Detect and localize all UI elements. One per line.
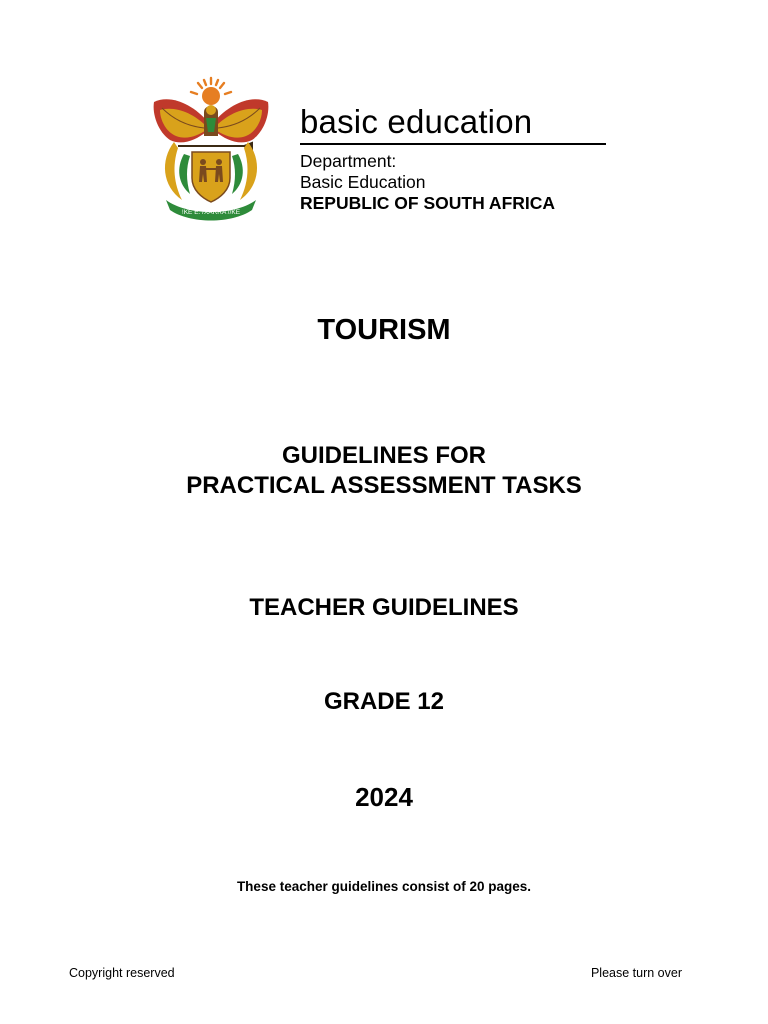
year-heading: 2024 — [355, 782, 413, 812]
spear-icon — [178, 143, 252, 149]
subtitle-line-1: GUIDELINES FOR — [281, 442, 486, 469]
shield-icon — [192, 152, 230, 202]
south-africa-coat-of-arms-icon — [148, 74, 274, 222]
audience-heading: TEACHER GUIDELINES — [249, 594, 519, 621]
footer-turn-over: Please turn over — [590, 966, 682, 980]
rising-sun-icon — [191, 78, 231, 105]
motto-ribbon-icon — [166, 200, 256, 221]
footer-copyright: Copyright reserved — [69, 966, 175, 980]
department-label: Department: — [300, 151, 397, 171]
country-name: REPUBLIC OF SOUTH AFRICA — [300, 193, 556, 213]
document-subtitle — [0, 441, 768, 501]
department-header — [148, 74, 618, 224]
grade-heading: GRADE 12 — [323, 688, 445, 715]
secretary-bird-icon — [204, 105, 218, 136]
department-wordmark: basic education — [300, 103, 533, 140]
page-count-note: These teacher guidelines consist of 20 pages. — [236, 879, 532, 894]
wordmark-underline — [300, 143, 606, 145]
subtitle-line-2: PRACTICAL ASSESSMENT TASKS — [186, 472, 582, 499]
department-name: Basic Education — [300, 172, 426, 192]
motto-text: !KE E: /XARRA //KE — [181, 209, 241, 216]
subject-title: TOURISM — [317, 314, 451, 346]
department-identity — [300, 104, 610, 214]
